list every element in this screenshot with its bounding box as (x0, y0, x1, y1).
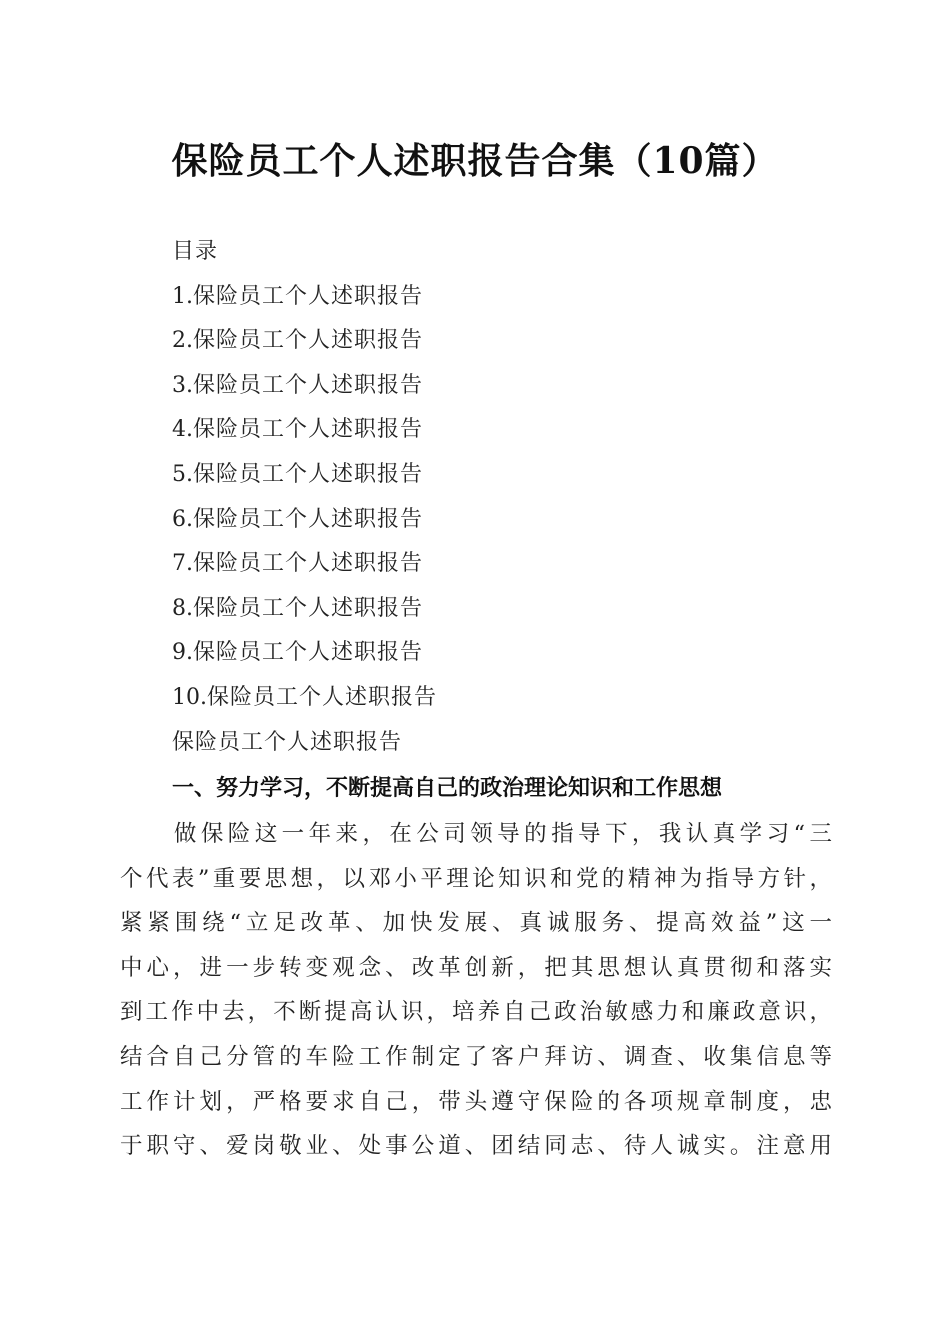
body-paragraph (120, 812, 832, 1169)
toc-item[interactable] (172, 542, 872, 587)
section-heading: 一、努力学习，不断提高自己的政治理论知识和工作思想 (172, 776, 723, 801)
toc-item-label: 保险员工个人述职报告 (193, 461, 424, 487)
toc-item[interactable] (172, 587, 872, 632)
paragraph-line: 做保险这一年来，在公司领导的指导下，我认真学习“三 (120, 821, 832, 847)
toc-item-number: 1. (172, 283, 193, 309)
paragraph-line: 于职守、爱岗敬业、处事公道、团结同志、待人诚实。注意用 (120, 1133, 832, 1160)
toc-item-number: 10. (172, 684, 207, 710)
toc-item[interactable] (172, 408, 872, 453)
toc-item-label: 保险员工个人述职报告 (193, 595, 424, 621)
toc-heading: 目录 (172, 239, 219, 264)
toc-item-number: 5. (172, 461, 193, 487)
document-title: 保险员工个人述职报告合集（10篇） (171, 140, 779, 182)
toc-item-number: 7. (172, 551, 193, 577)
toc-item-label: 保险员工个人述职报告 (193, 328, 424, 354)
toc-item-number: 8. (172, 595, 193, 621)
paragraph-line: 中心，进一步转变观念、改革创新，把其思想认真贯彻和落实 (120, 954, 832, 981)
paragraph-line: 工作计划，严格要求自己，带头遵守保险的各项规章制度，忠 (120, 1088, 832, 1115)
toc-item-label: 保险员工个人述职报告 (193, 417, 424, 443)
toc-item-label: 保险员工个人述职报告 (193, 372, 424, 398)
toc-item[interactable] (172, 453, 872, 498)
article-title: 保险员工个人述职报告 (172, 729, 403, 755)
toc-item-label: 保险员工个人述职报告 (193, 506, 424, 532)
paragraph-line: 结合自己分管的车险工作制定了客户拜访、调查、收集信息等 (120, 1043, 832, 1070)
toc-item[interactable] (172, 364, 872, 409)
toc-item[interactable] (172, 631, 872, 676)
toc-item-number: 9. (172, 640, 193, 666)
toc-item-number: 3. (172, 372, 193, 398)
paragraph-line: 个代表”重要思想，以邓小平理论知识和党的精神为指导方针， (120, 865, 832, 892)
paragraph-line: 到工作中去，不断提高认识，培养自己政治敏感力和廉政意识， (120, 999, 832, 1026)
toc-item-label: 保险员工个人述职报告 (193, 640, 424, 666)
paragraph-line: 紧紧围绕“立足改革、加快发展、真诚服务、提高效益”这一 (120, 910, 832, 937)
toc-item[interactable] (172, 498, 872, 543)
toc-item-number: 6. (172, 506, 193, 532)
toc-item-label: 保险员工个人述职报告 (193, 551, 424, 577)
toc-item-number: 2. (172, 328, 193, 354)
toc-item-label: 保险员工个人述职报告 (193, 283, 424, 309)
table-of-contents (172, 230, 872, 765)
toc-item-label: 保险员工个人述职报告 (207, 684, 438, 710)
toc-item[interactable] (172, 319, 872, 364)
toc-item[interactable] (172, 275, 872, 320)
toc-item[interactable] (172, 676, 872, 721)
toc-item-number: 4. (172, 417, 193, 443)
